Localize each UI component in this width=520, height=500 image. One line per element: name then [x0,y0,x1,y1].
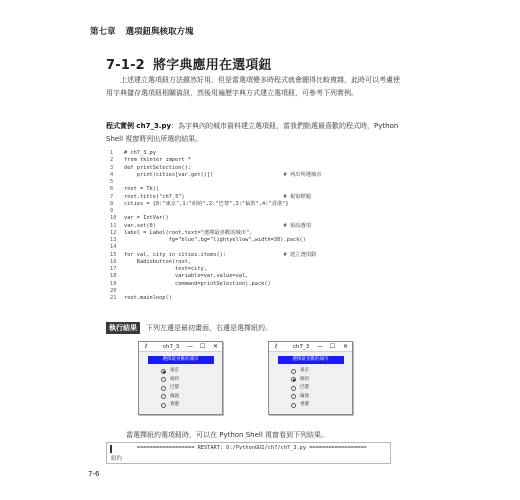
code-comment: # 預設選項 [283,222,312,229]
code-line [110,252,322,259]
city-prompt-label: 選擇最喜歡的城市 [278,356,344,364]
code-text: # ch7_3.py [124,150,156,156]
code-line [110,179,322,186]
radio-label: 香港 [300,402,309,407]
code-text: command=printSelection).pack() [124,280,271,287]
close-icon[interactable]: ✕ [343,342,349,350]
city-prompt-label: 選擇最喜歡的城市 [148,356,214,364]
code-line [110,165,322,172]
radio-option-paris[interactable] [291,384,352,393]
code-line [110,259,322,266]
radio-indicator-icon[interactable] [291,377,296,382]
radio-label: 巴黎 [300,385,309,390]
line-number: 12 [110,229,117,236]
radio-indicator-icon[interactable] [291,394,296,399]
tk-window-initial [138,341,223,415]
radio-option-newyork[interactable] [161,376,222,385]
radio-indicator-icon[interactable] [161,394,166,399]
code-text: cities = {0:"東京",1:"紐約",2:"巴黎",3:"倫敦",4:"香港"} [124,200,289,207]
line-number: 10 [110,215,117,222]
tk-window-newyork-selected [268,341,353,415]
section-heading [106,54,272,73]
line-number: 16 [110,258,117,265]
line-number: 20 [110,287,117,294]
code-line [110,186,322,193]
code-text: var.set(0) [124,222,156,229]
line-number: 4 [110,171,114,178]
line-number: 14 [110,244,117,251]
radio-indicator-icon[interactable] [161,386,166,391]
line-number: 5 [110,179,114,185]
chapter-title: 選項鈕與核取方塊 [125,27,194,37]
radio-option-hongkong[interactable] [161,401,222,410]
line-number: 3 [110,164,114,171]
radio-indicator-icon[interactable] [291,386,296,391]
code-text: variable=var,value=val, [124,273,249,280]
code-text: text=city, [124,266,207,272]
maximize-icon[interactable]: ☐ [200,342,206,350]
radio-label: 東京 [300,368,309,373]
radio-option-hongkong[interactable] [291,401,352,410]
code-text: root.title("ch7_3") [124,193,185,200]
line-number: 8 [110,200,114,207]
line-number: 1 [110,150,114,156]
line-number: 2 [110,157,114,164]
radio-label: 倫敦 [300,393,309,399]
window-titlebar[interactable] [139,342,222,352]
code-line [110,150,322,157]
line-number: 19 [110,280,117,287]
code-comment: # 視窗標題 [283,193,312,200]
radio-option-paris[interactable] [161,384,222,393]
close-icon[interactable]: ✕ [213,342,219,350]
code-text: def printSelection(): [124,164,191,171]
code-line [110,281,322,288]
code-text: for val, city in cities.items(): [124,251,227,258]
line-number: 18 [110,273,117,280]
tk-feather-icon: ℓ [275,343,278,350]
radio-label: 巴黎 [170,385,179,390]
radio-option-london[interactable] [161,393,222,402]
code-line [110,157,322,164]
radio-indicator-icon[interactable] [291,403,296,408]
radio-group [139,367,222,410]
code-listing [110,150,322,302]
radio-option-tokyo[interactable] [291,367,352,376]
line-number: 15 [110,251,117,258]
window-title: ch7_3 [163,343,180,350]
page-number: 7-6 [88,470,100,478]
radio-label: 香港 [170,402,179,407]
code-line [110,215,322,222]
code-line [110,208,322,215]
minimize-icon[interactable]: — [187,342,193,350]
radio-option-newyork[interactable] [291,376,352,385]
text-cursor [110,445,112,453]
code-text: Radiobutton(root, [124,258,191,265]
section-number: 7-1-2 [106,58,145,73]
shell-note: 當選擇紐約選項鈕時，可以在 Python Shell 視窗看到下列結果。 [126,431,329,439]
window-title: ch7_3 [293,343,310,350]
result-tag: 執行結果 [106,322,140,334]
line-number: 9 [110,208,114,214]
chapter-number: 第七章 [90,27,116,37]
chapter-header [90,25,194,37]
radio-indicator-icon[interactable] [161,377,166,382]
code-line [110,244,322,251]
code-text: label = Label(root,text="選擇最喜歡的城市", [124,229,253,236]
code-text: fg="blue",bg="lightyellow",width=30).pack() [124,237,306,243]
code-line [110,288,322,295]
intro-paragraph: 上述建立選項鈕方法雖然好用，但是當選項變多時程式就會顯得比較複雜，此時可以考慮使用字典儲存選項鈕相關資訊，然後用遍歷字典方式建立選項鈕，可參考下列實例。 [106,76,400,97]
line-number: 6 [110,186,114,193]
radio-label: 紐約 [170,376,179,382]
example-label: 程式實例 ch7_3.py [106,122,172,130]
line-number: 7 [110,193,114,200]
code-text: root.mainloop() [124,295,172,301]
radio-label: 東京 [170,368,179,373]
code-line [110,266,322,273]
code-text: root = Tk() [124,186,160,193]
maximize-icon[interactable]: ☐ [330,342,336,350]
code-line [110,273,322,280]
code-line [110,237,322,244]
shell-restart-line: ================== RESTART: D:/PythonGUI/ch7/ch7_3.py ================== [137,445,367,451]
line-number: 13 [110,237,117,243]
example-heading [106,120,406,145]
code-line [110,201,322,208]
code-comment: # 列出所選城市 [283,171,322,178]
line-number: 17 [110,266,117,272]
radio-indicator-icon[interactable] [161,403,166,408]
radio-label: 紐約 [300,376,309,382]
radio-group [269,367,352,410]
line-number: 21 [110,295,117,301]
code-text: var = IntVar() [124,215,169,222]
shell-output-line: 紐約 [111,456,123,462]
code-line [110,172,322,179]
code-text: from tkinter import * [124,157,191,164]
tk-feather-icon: ℓ [145,343,148,350]
radio-option-london[interactable] [291,393,352,402]
line-number: 11 [110,222,117,229]
code-comment: # 建立選項鈕 [283,251,317,258]
minimize-icon[interactable]: — [317,342,323,350]
radio-indicator-icon[interactable] [291,369,296,374]
radio-indicator-icon[interactable] [161,369,166,374]
radio-label: 倫敦 [170,393,179,399]
code-line [110,194,322,201]
window-titlebar[interactable] [269,342,352,352]
radio-option-tokyo[interactable] [161,367,222,376]
code-line [110,230,322,237]
code-line [110,223,322,230]
example-description: ：為字典內的城市資料建立選項鈕，當我們點選最喜歡的程式時，Python Shell 視窗將列出所選的結果。 [106,122,399,143]
code-line [110,295,322,302]
code-text: print(cities[var.get()]) [124,171,214,178]
python-shell-output [106,442,391,464]
section-title: 將字典應用在選項鈕 [152,58,272,73]
result-description: 下列左邊是最初畫面，右邊是選擇紐約。 [146,324,272,332]
